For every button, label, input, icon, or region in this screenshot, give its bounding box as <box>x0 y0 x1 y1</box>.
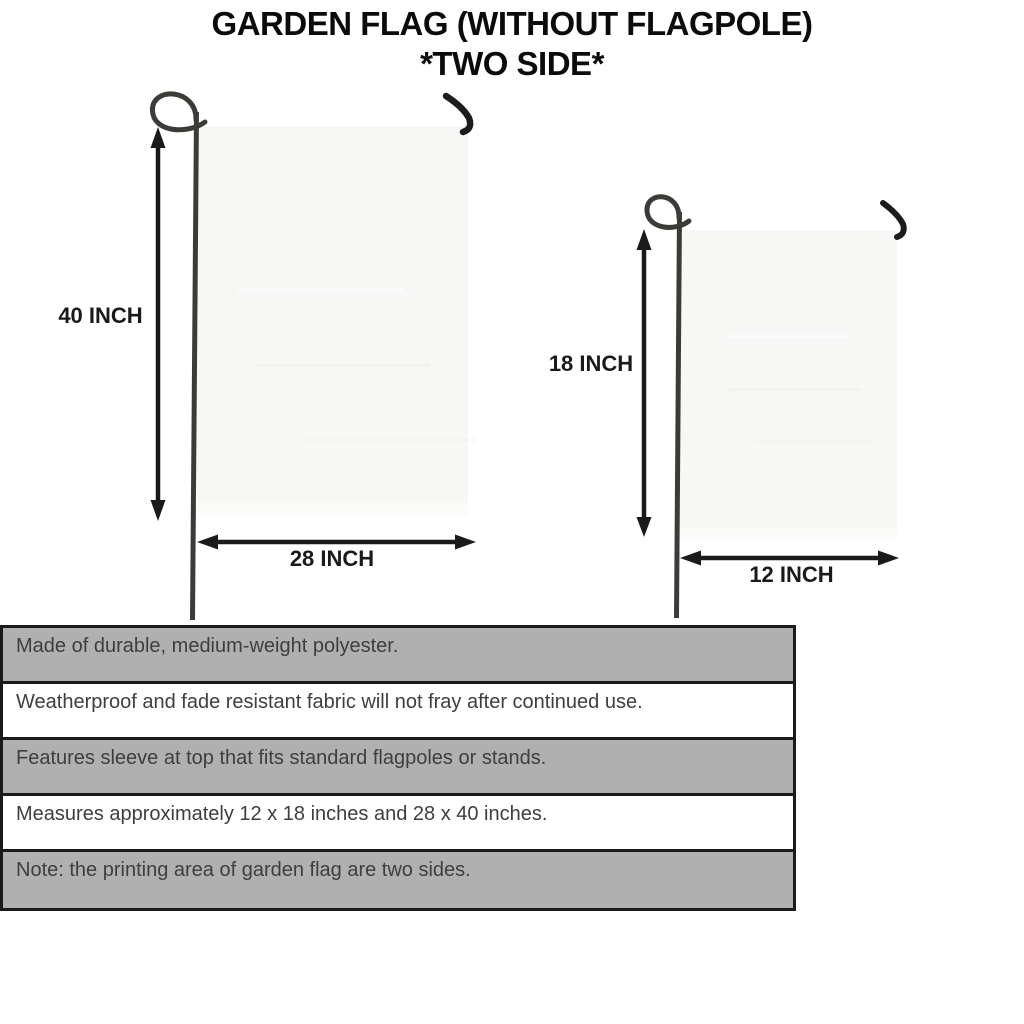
feature-row <box>3 684 793 740</box>
large-flag-width-label: 28 INCH <box>289 546 375 571</box>
large-flag-diagram <box>151 94 477 620</box>
large-flag-bottom-crease <box>197 503 468 515</box>
small-flag-pole-loop-icon <box>647 197 689 228</box>
feature-text: Features sleeve at top that fits standard flagpoles or stands. <box>16 747 547 769</box>
small-flag-crease <box>755 440 875 443</box>
small-flag-fabric <box>680 230 897 539</box>
features-table <box>0 625 796 911</box>
page-subtitle: *TWO SIDE* <box>420 45 604 82</box>
feature-text: Note: the printing area of garden flag are two sides. <box>16 859 471 881</box>
feature-row <box>3 740 793 796</box>
feature-row <box>3 852 793 908</box>
feature-text: Measures approximately 12 x 18 inches and 28 x 40 inches. <box>16 803 548 825</box>
feature-row <box>3 796 793 852</box>
feature-text: Made of durable, medium-weight polyester. <box>16 635 399 657</box>
small-flag-height-arrow <box>637 229 652 537</box>
small-flag-height-label: 18 INCH <box>548 351 634 376</box>
feature-row <box>3 628 793 684</box>
feature-text: Weatherproof and fade resistant fabric will not fray after continued use. <box>16 691 643 713</box>
small-flag-diagram <box>637 197 904 618</box>
large-flag-crease <box>238 288 403 292</box>
large-flag-height-label: 40 INCH <box>58 303 143 328</box>
large-flag-fabric <box>197 126 468 515</box>
large-flag-crease <box>300 438 475 442</box>
small-flag-width-label: 12 INCH <box>749 562 834 587</box>
small-flag-crease <box>728 335 848 338</box>
large-flag-pole-loop-icon <box>152 94 205 130</box>
large-flag-pole <box>193 112 197 620</box>
small-flag-crease <box>730 388 860 391</box>
small-flag-pole <box>677 212 680 618</box>
small-flag-bottom-crease <box>680 528 897 539</box>
large-flag-crease <box>255 363 430 367</box>
page-title: GARDEN FLAG (WITHOUT FLAGPOLE) <box>211 5 813 42</box>
